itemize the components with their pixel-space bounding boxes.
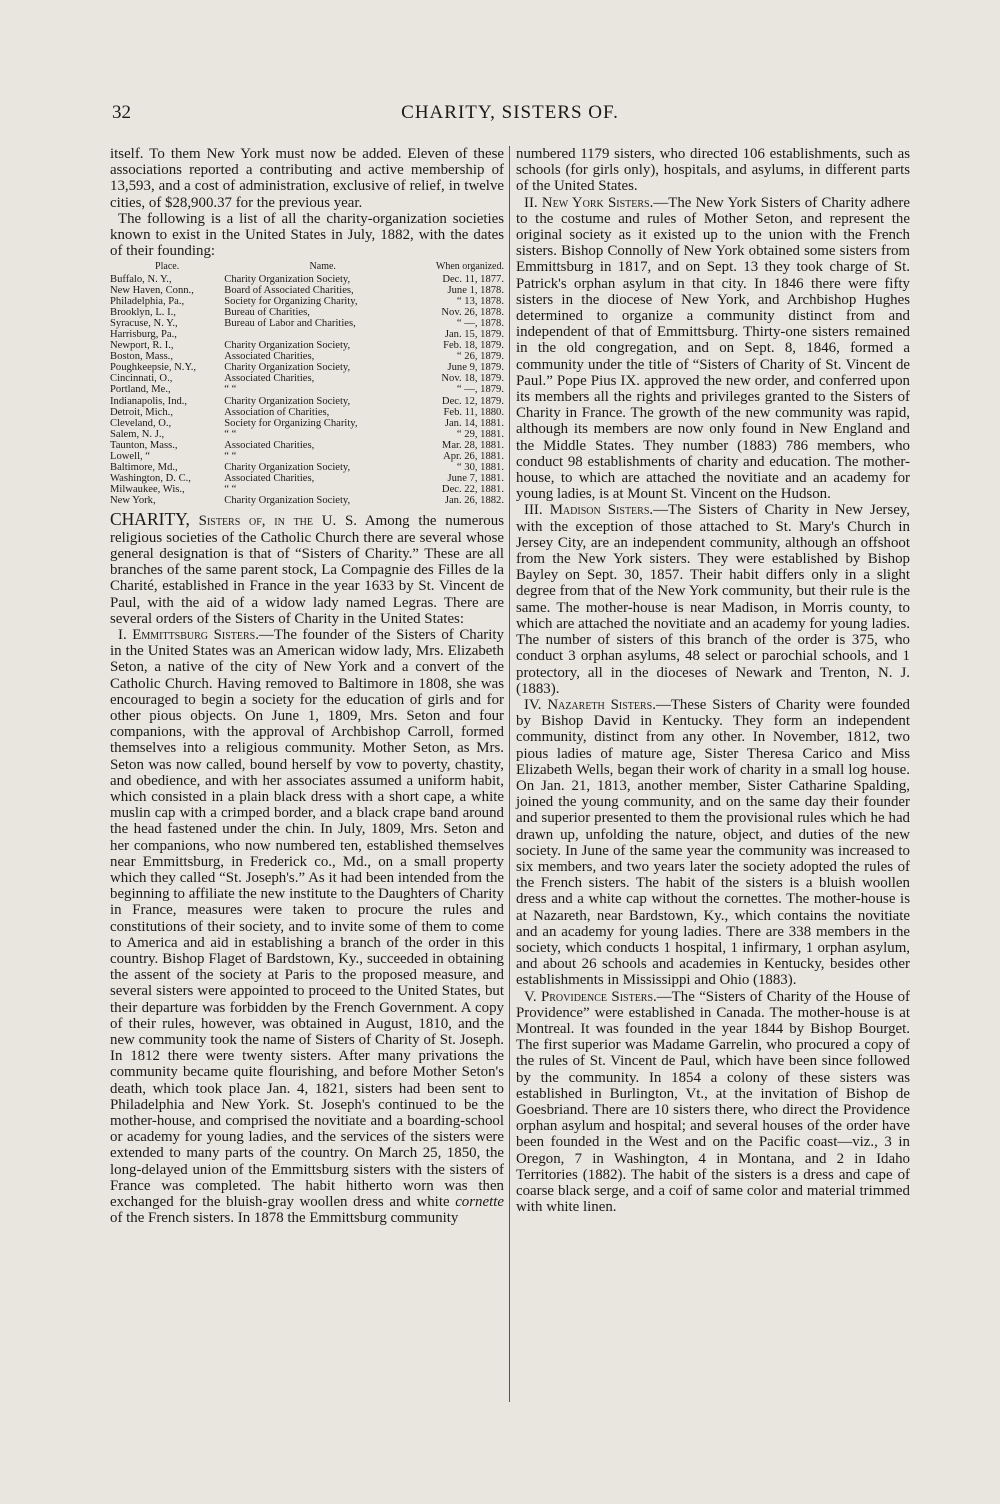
name-cell: Association of Charities, — [224, 406, 330, 418]
date-cell: Nov. 26, 1878. — [441, 306, 504, 318]
table-row — [110, 351, 504, 362]
date-cell: Jan. 26, 1882. — [444, 495, 504, 507]
paragraph: itself. To them New York must now be added. Eleven of these associations reported a contributing and active membership of 13,593, and a cost of administration, exclusive of relief, in twelve cities, of $28,900.37 for the previous year. — [110, 146, 504, 211]
place-cell: New Haven, Conn., — [110, 284, 194, 296]
place-cell: New York, — [110, 495, 156, 507]
section-number: IV. — [524, 696, 542, 713]
name-cell: Society for Organizing Charity, — [224, 417, 358, 429]
societies-table — [110, 261, 504, 506]
name-cell: Charity Organization Society, — [224, 462, 351, 474]
place-cell: Syracuse, N. Y., — [110, 317, 178, 329]
column-header: Name. — [309, 261, 336, 273]
name-cell: Charity Organization Society, — [224, 340, 351, 352]
name-cell: Associated Charities, — [224, 351, 315, 363]
table-row — [110, 451, 504, 462]
name-cell: Charity Organization Society, — [224, 362, 351, 374]
table-row — [110, 462, 504, 473]
paragraph: The following is a list of all the charity-organization societies known to exist in the United States in July, 1882, with the dates of their founding: — [110, 210, 504, 260]
section-paragraph — [516, 697, 910, 989]
place-cell: Newport, R. I., — [110, 340, 174, 352]
date-cell: “ 26, 1879. — [456, 351, 504, 363]
date-cell: Dec. 12, 1879. — [441, 395, 504, 407]
place-cell: Detroit, Mich., — [110, 406, 173, 418]
date-cell: Nov. 18, 1879. — [441, 373, 504, 385]
place-cell: Washington, D. C., — [110, 473, 191, 485]
place-cell: Harrisburg, Pa., — [110, 328, 177, 340]
date-cell: “ 13, 1878. — [456, 295, 504, 307]
section-paragraph — [516, 989, 910, 1216]
name-cell: Associated Charities, — [224, 439, 315, 451]
place-cell: Taunton, Mass., — [110, 439, 178, 451]
italic-term: cornette — [455, 1194, 504, 1211]
paragraph: numbered 1179 sisters, who directed 106 establishments, such as schools (for girls only), hospitals, and asylums, in different parts of the United States. — [516, 146, 910, 195]
table-body — [110, 274, 504, 507]
section-number: III. — [524, 502, 543, 519]
name-cell: “ “ — [224, 484, 237, 496]
table-row — [110, 418, 504, 429]
table-row — [110, 285, 504, 296]
place-cell: Salem, N. J., — [110, 428, 165, 440]
table-row — [110, 407, 504, 418]
column-header: When organized. — [435, 261, 504, 273]
table-row — [110, 495, 504, 506]
section-number: V. — [524, 988, 537, 1005]
name-cell: Bureau of Labor and Charities, — [224, 317, 356, 329]
article-paragraph — [110, 511, 504, 626]
name-cell: Associated Charities, — [224, 473, 315, 485]
table-row — [110, 440, 504, 451]
name-cell — [224, 329, 421, 340]
name-cell: Society for Organizing Charity, — [224, 295, 358, 307]
section-text-tail: of the French sisters. In 1878 the Emmittsburg community — [110, 1210, 459, 1227]
name-cell: “ “ — [224, 451, 237, 463]
column-header: Place. — [155, 261, 180, 273]
table-row — [110, 307, 504, 318]
place-cell: Milwaukee, Wis., — [110, 484, 185, 496]
place-cell: Cincinnati, O., — [110, 373, 173, 385]
table-row — [110, 296, 504, 307]
table-row — [110, 362, 504, 373]
table-row — [110, 396, 504, 407]
left-column — [110, 146, 504, 1226]
date-cell: “ —, 1878. — [456, 317, 504, 329]
table-row — [110, 429, 504, 440]
date-cell: “ 29, 1881. — [456, 428, 504, 440]
table-row — [110, 373, 504, 384]
place-cell: Cleveland, O., — [110, 417, 172, 429]
date-cell: Mar. 28, 1881. — [441, 439, 504, 451]
section-number: II. — [524, 194, 538, 211]
place-cell: Poughkeepsie, N.Y., — [110, 362, 197, 374]
table-row — [110, 384, 504, 395]
section-title: Providence Sisters. — [540, 988, 657, 1005]
section-text: —The New York Sisters of Charity adhere to the costume and rules of Mother Seton, and represent the original society as it existed up to the union with the French sisters. Bishop Connolly of New York obtained some sisters from Emmittsburg in 1817, and on Sept. 13 they took charge of St. Patrick's orphan asylum in that city. In 1846 there were fifty sisters in the diocese of New York, and Archbishop Hughes determined to organize a community distinct from and independent of that of Emmittsburg. Thirty-one sisters remained in the old congregation, and on Sept. 8, 1846, formed a community under the title of “Sisters of Charity of St. Vincent de Paul.” Pope Pius IX. approved the new order, and conferred upon its members all the rights and privileges granted to the Sisters of Charity in France. The growth of the new community was rapid, although its members are now only found in New England and the Middle States. They number (1883) 786 members, who conduct 98 establishments of charity and education. The mother-house, to which are attached the novitiate and an academy for young ladies, is at Mount St. Vincent on the Hudson. — [516, 194, 910, 503]
date-cell: Jan. 14, 1881. — [444, 417, 504, 429]
section-text: —These Sisters of Charity were founded by Bishop David in Kentucky. They form an independent community, distinct from any other. In November, 1812, two pious ladies of mature age, Sister Theresa Carico and Miss Elizabeth Wells, began their work of charity in a small log house. On Jan. 21, 1813, another member, Sister Catharine Spalding, joined the young community, and on the same day their founder and superior presented to them the provisional rules which he had drawn up, unfolding the nature, object, and duties of the new society. In June of the same year the community was increased to six members, and two years later the society adopted the rules of the French sisters. The habit of the sisters is a bluish woollen dress and a white cap without the cornettes. The mother-house is at Nazareth, near Bardstown, Ky., which contains the novitiate and an academy for young ladies. There are 338 members in the society, which conducts 1 hospital, 1 infirmary, 1 orphan asylum, and about 26 schools and academies in Kentucky, besides other establishments in Mississippi and Ohio (1883). — [516, 696, 910, 989]
place-cell: Philadelphia, Pa., — [110, 295, 185, 307]
place-cell: Indianapolis, Ind., — [110, 395, 188, 407]
right-column — [516, 146, 910, 1215]
name-cell: Bureau of Charities, — [224, 306, 310, 318]
date-cell: Apr. 26, 1881. — [443, 451, 504, 463]
section-title: New York Sisters. — [541, 194, 654, 211]
date-cell: Dec. 11, 1877. — [442, 273, 504, 285]
date-cell: Feb. 18, 1879. — [443, 340, 504, 352]
date-cell: June 9, 1879. — [447, 362, 504, 374]
section-paragraph — [516, 502, 910, 696]
date-cell: Jan. 15, 1879. — [444, 328, 504, 340]
place-cell: Portland, Me., — [110, 384, 171, 396]
section-title: Nazareth Sisters. — [547, 696, 656, 713]
article-headword: CHARITY, — [110, 509, 190, 530]
column-divider — [509, 146, 510, 1402]
name-cell: Charity Organization Society, — [224, 395, 351, 407]
table-row — [110, 329, 504, 340]
name-cell: “ “ — [224, 428, 237, 440]
name-cell: “ “ — [224, 384, 237, 396]
table-row — [110, 318, 504, 329]
place-cell: Brooklyn, L. I., — [110, 306, 176, 318]
table-row — [110, 274, 504, 285]
table-header-row — [110, 261, 504, 273]
name-cell: Charity Organization Society, — [224, 495, 351, 507]
place-cell: Boston, Mass., — [110, 351, 173, 363]
section-paragraph — [110, 627, 504, 1227]
running-title: CHARITY, SISTERS OF. — [401, 102, 619, 123]
section-text: —The Sisters of Charity in New Jersey, with the exception of those attached to St. Mary's Church in Jersey City, are an independent community, although an offshoot from the New York sisters. They were established by Bishop Bayley on Sept. 30, 1857. Their habit differs only in a slight degree from that of the New York community, but their rule is the same. The mother-house is near Madison, in Morris county, to which are attached the novitiate and an academy for young ladies. The number of sisters of this branch of the order is 375, who conduct 3 orphan asylums, 48 select or parochial schools, and 1 protectory, all in the dioceses of Newark and Trenton, N. J. (1883). — [516, 502, 911, 697]
section-text: —The founder of the Sisters of Charity in the United States was an American widow lady, Mrs. Elizabeth Seton, a native of the city of New York and a convert of the Catholic Church. Having removed to Baltimore in 1808, she was encouraged to begin a society for the education of girls and for other pious objects. On June 1, 1809, Mrs. Seton and four companions, with the approval of Archbishop Carroll, formed themselves into a religious community. Mother Seton, as Mrs. Seton was now called, bound herself by vow to poverty, chastity, and obedience, and with her associates assumed a uniform habit, which consisted in a plain black dress with a short cape, a white muslin cap with a crimped border, and a black crape band around the head fastened under the chin. In July, 1809, Mrs. Seton and her companions, who now numbered ten, established themselves near Emmittsburg, in Frederick co., Md., on a small property which they called “St. Joseph's.” As it had been intended from the beginning to affiliate the new institute to the Daughters of Charity in France, measures were taken to procure the rules and constitutions of their society, and to invite some of them to come to America and aid in establishing a branch of the order in this country. Bishop Flaget of Bardstown, Ky., succeeded in obtaining the assent of the society at Paris to the proposed measure, and several sisters were appointed to proceed to the United States, but their departure was forbidden by the French Government. A copy of their rules, however, was obtained in August, 1810, and the new community took the name of Sisters of Charity of St. Joseph. In 1812 there were twenty sisters. After many privations the community became quite flourishing, and before Mother Seton's death, which took place Jan. 4, 1821, sisters had been sent to Philadelphia and New York. St. Joseph's continued to be the mother-house, and comprised the novitiate and a boarding-school or academy for young ladies, and the services of the sisters were extended to many parts of the country. On March 25, 1850, the long-delayed union of the Emmittsburg sisters with the sisters of France was completed. The habit hitherto worn was then exchanged for the bluish-gray woollen dress and white — [110, 626, 504, 1211]
date-cell: “ —, 1879. — [456, 384, 504, 396]
section-number: I. — [118, 626, 127, 643]
date-cell: Dec. 22, 1881. — [441, 484, 504, 496]
date-cell: Feb. 11, 1880. — [443, 406, 504, 418]
name-cell: Associated Charities, — [224, 373, 315, 385]
page-header — [110, 102, 910, 128]
section-text: —The “Sisters of Charity of the House of Providence” were established in Canada. The mother-house is at Montreal. It was founded in the year 1844 by Bishop Bourget. The first superior was Madame Garrelin, who procured a copy of the rules of St. Vincent de Paul, which have been since followed by the community. In 1854 a colony of these sisters was established in Burlington, Vt., at the invitation of Bishop de Goesbriand. There are 10 sisters there, who direct the Providence orphan asylum and hospital; and several houses of the order have been founded in the West and on the Pacific coast—viz., 3 in Oregon, 7 in Washington, 4 in Montana, and 2 in Idaho Territories (1882). The habit of the sisters is a dress and cape of coarse black serge, and a coif of same color and material trimmed with white linen. — [516, 988, 910, 1216]
place-cell: Lowell, “ — [110, 451, 151, 463]
date-cell: June 7, 1881. — [447, 473, 504, 485]
section-title: Madison Sisters. — [549, 502, 654, 519]
name-cell: Charity Organization Society, — [224, 273, 351, 285]
name-cell: Board of Associated Charities, — [224, 284, 354, 296]
section-title: Emmittsburg Sisters. — [132, 626, 259, 643]
page-number: 32 — [112, 102, 131, 123]
date-cell: “ 30, 1881. — [456, 462, 504, 474]
table-row — [110, 484, 504, 495]
place-cell: Buffalo, N. Y., — [110, 273, 172, 285]
article-headword-rest: Sisters of, in the U. S. — [198, 513, 357, 530]
place-cell: Baltimore, Md., — [110, 462, 178, 474]
table-row — [110, 340, 504, 351]
date-cell: June 1, 1878. — [447, 284, 504, 296]
section-paragraph — [516, 195, 910, 503]
article-text: Among the numerous religious societies of the Catholic Church there are several whose general designation is that of “Sisters of Charity.” These are all branches of the same parent stock, La Compagnie des Filles de la Charité, established in France in the year 1633 by St. Vincent de Paul, with the aid of a widow lady named Legras. There are several orders of the Sisters of Charity in the United States: — [110, 513, 504, 627]
table-row — [110, 473, 504, 484]
